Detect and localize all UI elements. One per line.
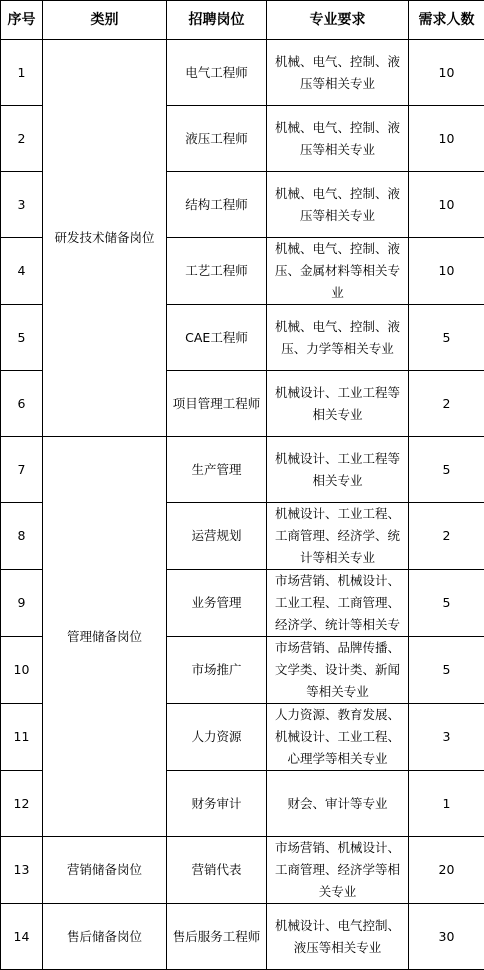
row-no: 8	[1, 503, 43, 570]
header-row	[1, 1, 484, 40]
position-cell: 财务审计	[167, 771, 267, 837]
count-cell: 10	[409, 238, 484, 305]
row-no: 4	[1, 238, 43, 305]
row-no: 10	[1, 637, 43, 704]
position-cell: 电气工程师	[167, 40, 267, 106]
table-row	[1, 40, 484, 106]
count-cell: 2	[409, 371, 484, 437]
position-cell: 售后服务工程师	[167, 904, 267, 970]
count-cell: 20	[409, 837, 484, 904]
requirement-cell: 机械、电气、控制、液压、金属材料等相关专业	[267, 238, 409, 305]
position-cell: 结构工程师	[167, 172, 267, 238]
requirement-cell: 机械、电气、控制、液压、力学等相关专业	[267, 305, 409, 371]
position-cell: 生产管理	[167, 437, 267, 503]
row-no: 13	[1, 837, 43, 904]
count-cell: 5	[409, 437, 484, 503]
count-cell: 5	[409, 570, 484, 637]
header-requirement: 专业要求	[267, 1, 409, 40]
position-cell: 市场推广	[167, 637, 267, 704]
requirement-cell: 市场营销、机械设计、工业工程、工商管理、经济学、统计等相关专	[267, 570, 409, 637]
row-no: 14	[1, 904, 43, 970]
row-no: 7	[1, 437, 43, 503]
count-cell: 10	[409, 172, 484, 238]
requirement-cell: 机械、电气、控制、液压等相关专业	[267, 172, 409, 238]
row-no: 12	[1, 771, 43, 837]
row-no: 1	[1, 40, 43, 106]
position-cell: 人力资源	[167, 704, 267, 771]
count-cell: 5	[409, 305, 484, 371]
table-row	[1, 904, 484, 970]
position-cell: 业务管理	[167, 570, 267, 637]
header-no: 序号	[1, 1, 43, 40]
requirement-cell: 机械、电气、控制、液压等相关专业	[267, 40, 409, 106]
category-cell: 研发技术储备岗位	[43, 40, 167, 437]
header-count: 需求人数	[409, 1, 484, 40]
count-cell: 5	[409, 637, 484, 704]
position-cell: CAE工程师	[167, 305, 267, 371]
requirement-cell: 机械设计、工业工程、工商管理、经济学、统计等相关专业	[267, 503, 409, 570]
row-no: 5	[1, 305, 43, 371]
table-row	[1, 837, 484, 904]
count-cell: 10	[409, 40, 484, 106]
position-cell: 运营规划	[167, 503, 267, 570]
count-cell: 10	[409, 106, 484, 172]
requirement-cell: 机械设计、工业工程等相关专业	[267, 437, 409, 503]
requirement-cell: 市场营销、机械设计、工商管理、经济学等相关专业	[267, 837, 409, 904]
count-cell: 30	[409, 904, 484, 970]
header-position: 招聘岗位	[167, 1, 267, 40]
position-cell: 液压工程师	[167, 106, 267, 172]
requirement-cell: 市场营销、品牌传播、文学类、设计类、新闻等相关专业	[267, 637, 409, 704]
header-category: 类别	[43, 1, 167, 40]
requirement-cell: 机械设计、电气控制、液压等相关专业	[267, 904, 409, 970]
position-cell: 营销代表	[167, 837, 267, 904]
table-row	[1, 437, 484, 503]
count-cell: 2	[409, 503, 484, 570]
row-no: 11	[1, 704, 43, 771]
requirement-cell: 财会、审计等专业	[267, 771, 409, 837]
requirement-cell: 机械设计、工业工程等相关专业	[267, 371, 409, 437]
row-no: 2	[1, 106, 43, 172]
count-cell: 3	[409, 704, 484, 771]
row-no: 6	[1, 371, 43, 437]
category-cell: 售后储备岗位	[43, 904, 167, 970]
row-no: 3	[1, 172, 43, 238]
category-cell: 营销储备岗位	[43, 837, 167, 904]
requirement-cell: 机械、电气、控制、液压等相关专业	[267, 106, 409, 172]
position-cell: 项目管理工程师	[167, 371, 267, 437]
row-no: 9	[1, 570, 43, 637]
requirement-cell: 人力资源、教育发展、机械设计、工业工程、心理学等相关专业	[267, 704, 409, 771]
count-cell: 1	[409, 771, 484, 837]
category-cell: 管理储备岗位	[43, 437, 167, 837]
position-cell: 工艺工程师	[167, 238, 267, 305]
